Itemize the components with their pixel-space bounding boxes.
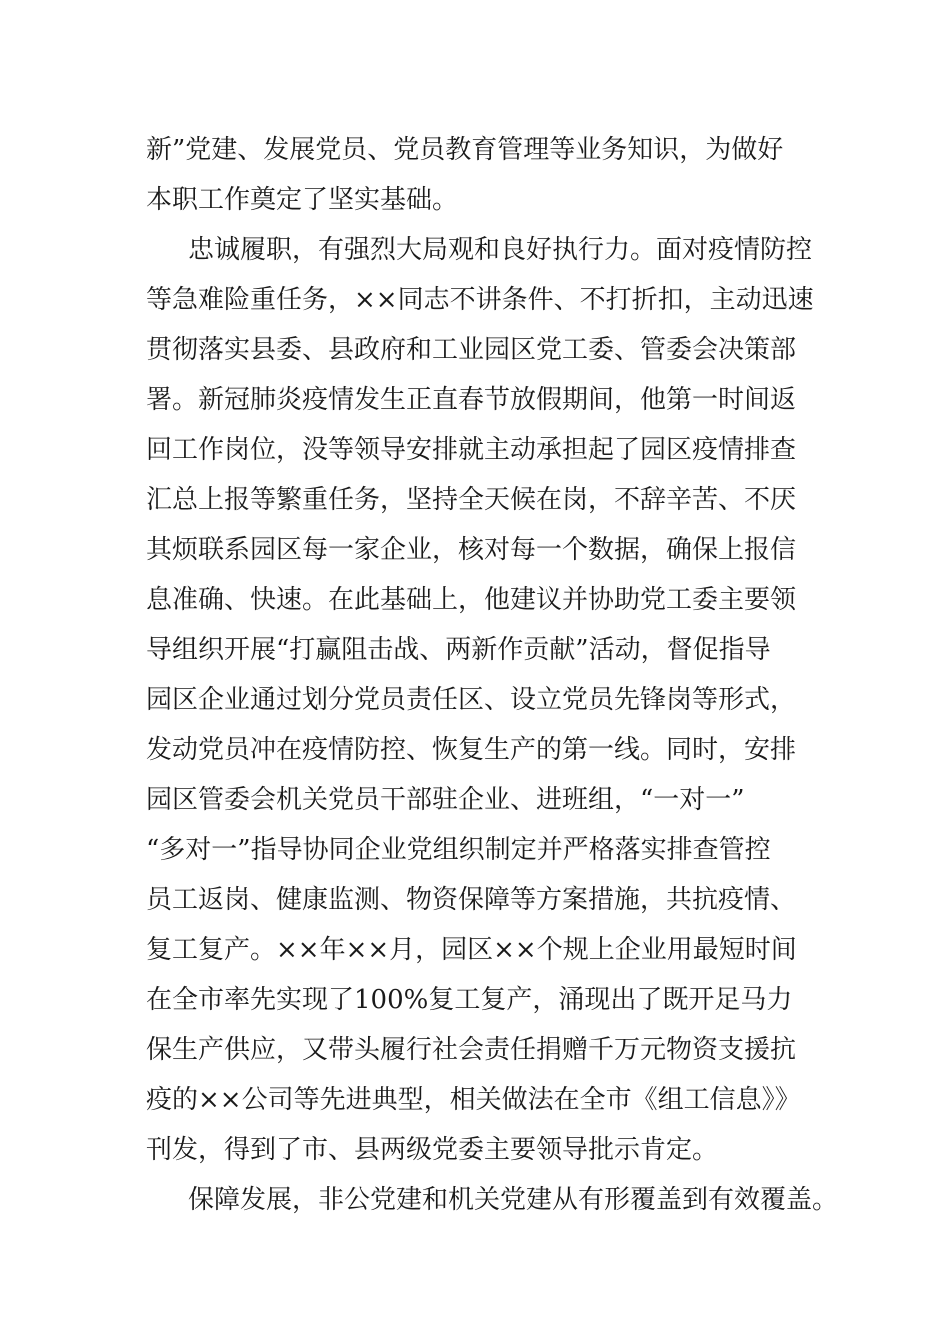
text-line: 导组织开展“打赢阻击战、两新作贡献”活动，督促指导 (146, 635, 771, 665)
text-line: 其烦联系园区每一家企业，核对每一个数据，确保上报信 (146, 535, 797, 565)
text-line: 署。新冠肺炎疫情发生正直春节放假期间，他第一时间返 (146, 385, 797, 415)
text-line: 刊发，得到了市、县两级党委主要领导批示肯定。 (146, 1135, 719, 1165)
text-line: 员工返岗、健康监测、物资保障等方案措施，共抗疫情、 (146, 885, 797, 915)
text-line: 息准确、快速。在此基础上，他建议并协助党工委主要领 (146, 585, 797, 615)
text-line: 疫的××公司等先进典型，相关做法在全市《组工信息》》 (146, 1085, 801, 1115)
text-line: 等急难险重任务，××同志不讲条件、不打折扣，主动迅速 (146, 285, 814, 315)
text-line: 园区企业通过划分党员责任区、设立党员先锋岗等形式， (146, 685, 797, 715)
text-line: 在全市率先实现了100%复工复产，涌现出了既开足马力 (146, 985, 793, 1015)
paragraph-start-line: 忠诚履职，有强烈大局观和良好执行力。面对疫情防控 (188, 235, 813, 265)
text-line: 复工复产。××年××月，园区××个规上企业用最短时间 (146, 935, 797, 965)
text-line: 贯彻落实县委、县政府和工业园区党工委、管委会决策部 (146, 335, 797, 365)
paragraph-start-line: 保障发展，非公党建和机关党建从有形覆盖到有效覆盖。 (188, 1185, 839, 1215)
text-line: 新”党建、发展党员、党员教育管理等业务知识，为做好 (146, 135, 784, 165)
text-line: 本职工作奠定了坚实基础。 (146, 185, 459, 215)
body-text (146, 125, 839, 1225)
text-line: 保生产供应，又带头履行社会责任捐赠千万元物资支援抗 (146, 1035, 797, 1065)
text-line: “多对一”指导协同企业党组织制定并严格落实排查管控 (146, 835, 771, 865)
text-line: 园区管委会机关党员干部驻企业、进班组，“一对一” (146, 785, 745, 815)
text-line: 发动党员冲在疫情防控、恢复生产的第一线。同时，安排 (146, 735, 797, 765)
text-line: 汇总上报等繁重任务，坚持全天候在岗，不辞辛苦、不厌 (146, 485, 797, 515)
text-line: 回工作岗位，没等领导安排就主动承担起了园区疫情排查 (146, 435, 797, 465)
